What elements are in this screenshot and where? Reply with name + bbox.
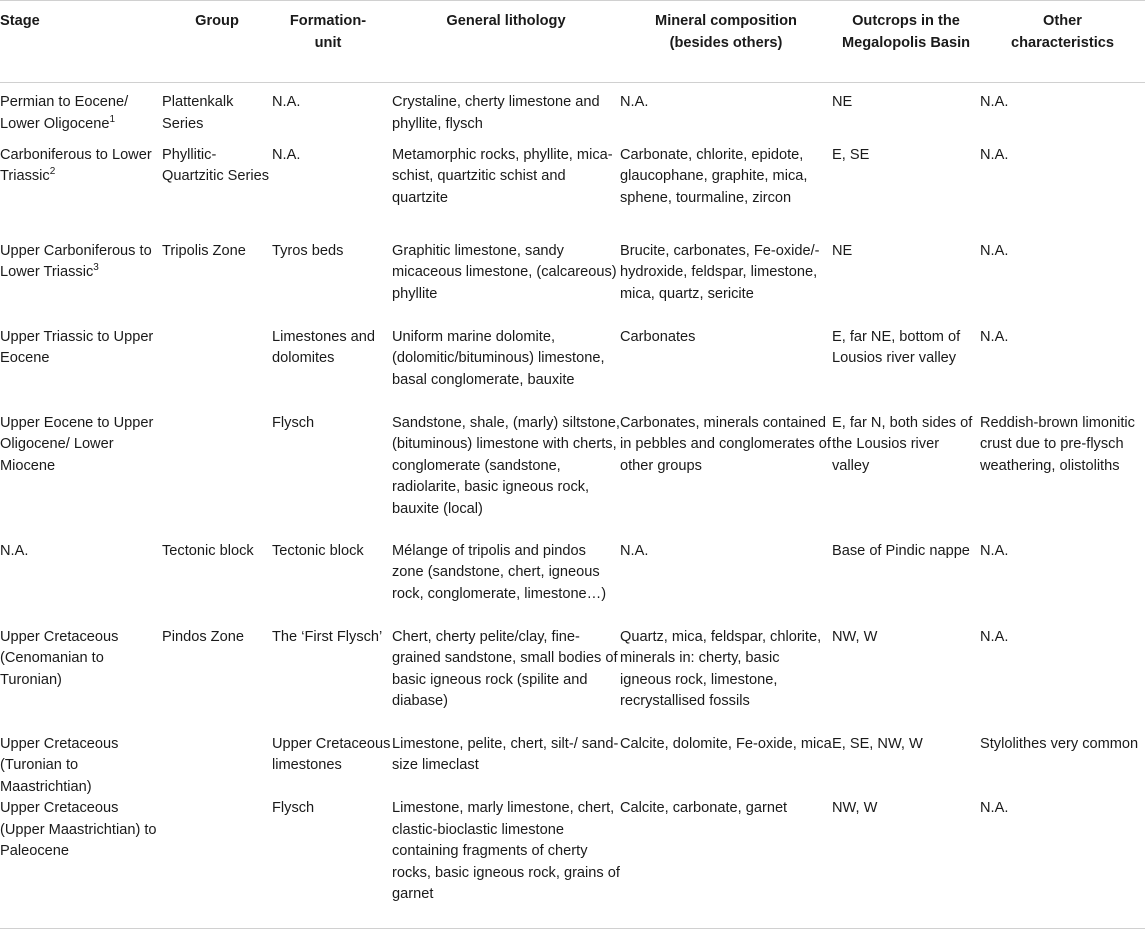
cell-outcrops: E, SE (832, 146, 870, 163)
cell-stage: Upper Cretaceous (Turonian to Maastrichtian) (0, 735, 119, 795)
cell-group: Pindos Zone (162, 628, 244, 645)
cell-group (162, 725, 272, 799)
cell-outcrops: E, far N, both sides of the Lousios river valley (832, 414, 973, 474)
cell-other: N.A. (980, 800, 1009, 816)
cell-formation: Upper Cretaceous limestones (272, 735, 391, 773)
cell-lithology: Metamorphic rocks, phyllite, mica-schist, quartzitic schist and quartzite (392, 146, 613, 206)
cell-group (162, 404, 272, 532)
cell-outcrops: NE (832, 242, 853, 259)
cell-other: N.A. (980, 628, 1009, 645)
cell-other: N.A. (980, 542, 1009, 559)
cell-minerals: Carbonates (620, 328, 696, 345)
cell-other: N.A. (980, 94, 1009, 110)
header-lithology: General lithology (446, 13, 566, 29)
cell-stage: Upper Carboniferous to Lower Triassic$^3$ (0, 242, 152, 280)
cell-group: Phyllitic-Quartzitic Series (162, 146, 270, 184)
table-row (0, 618, 1145, 725)
cell-outcrops: E, SE, NW, W (832, 735, 923, 752)
header-stage: Stage (0, 13, 40, 29)
cell-minerals: Carbonates, minerals contained in pebbles and conglomerates of other groups (620, 414, 831, 474)
cell-outcrops: NW, W (832, 800, 878, 816)
cell-lithology: Uniform marine dolomite, (dolomitic/bituminous) limestone, basal conglomerate, bauxite (392, 328, 605, 388)
cell-formation: Flysch (272, 414, 315, 431)
cell-formation: N.A. (272, 146, 301, 163)
cell-stage: Permian to Eocene/ Lower Oligocene$^1$ (0, 94, 129, 132)
header-formation: Formation-unit (289, 13, 367, 51)
cell-other: Reddish-brown limonitic crust due to pre-flysch weathering, olistoliths (980, 414, 1135, 474)
cell-minerals: Carbonate, chlorite, epidote, glaucophane, graphite, mica, sphene, tourmaline, zircon (620, 146, 808, 206)
cell-outcrops: NW, W (832, 628, 878, 645)
table-row (0, 232, 1145, 318)
cell-outcrops: NE (832, 94, 853, 110)
cell-other: N.A. (980, 242, 1009, 259)
cell-minerals: N.A. (620, 542, 649, 559)
cell-lithology: Limestone, pelite, chert, silt-/ sand-size limeclast (392, 735, 619, 773)
cell-outcrops: E, far NE, bottom of Lousios river valley (832, 328, 961, 366)
cell-group: Tripolis Zone (162, 242, 246, 259)
cell-other: N.A. (980, 146, 1009, 163)
cell-formation: N.A. (272, 94, 301, 110)
cell-other: Stylolithes very common (980, 735, 1139, 752)
table-row (0, 404, 1145, 532)
cell-formation: Tyros beds (272, 242, 344, 259)
cell-lithology: Graphitic limestone, sandy micaceous limestone, (calcareous) phyllite (392, 242, 617, 302)
cell-outcrops: Base of Pindic nappe (832, 542, 970, 559)
header-other: Other characteristics (1010, 13, 1115, 51)
header-minerals: Mineral composition (besides others) (655, 13, 797, 51)
cell-stage: Upper Triassic to Upper Eocene (0, 328, 154, 366)
cell-lithology: Sandstone, shale, (marly) siltstone, (bituminous) limestone with cherts, conglomerate (sandstone, radiolarite, basic igneous rock, bauxite (local) (392, 414, 620, 517)
cell-other: N.A. (980, 328, 1009, 345)
header-row (0, 1, 1145, 83)
table-row (0, 318, 1145, 404)
table-row (0, 145, 1145, 232)
header-group: Group (195, 13, 239, 29)
cell-formation: Tectonic block (272, 542, 364, 559)
cell-minerals: Calcite, dolomite, Fe-oxide, mica (620, 735, 832, 752)
cell-lithology: Crystaline, cherty limestone and phyllite, flysch (392, 94, 600, 132)
cell-minerals: Brucite, carbonates, Fe-oxide/-hydroxide, feldspar, limestone, mica, quartz, sericite (620, 242, 820, 302)
cell-formation: The ‘First Flysch’ (272, 628, 383, 645)
cell-minerals: N.A. (620, 94, 649, 110)
table-row (0, 83, 1145, 145)
cell-group: Plattenkalk Series (162, 94, 234, 132)
cell-group (162, 798, 272, 928)
cell-stage: N.A. (0, 542, 29, 559)
cell-stage: Carboniferous to Lower Triassic$^2$ (0, 146, 152, 184)
cell-stage: Upper Cretaceous (Cenomanian to Turonian) (0, 628, 119, 688)
cell-formation: Limestones and dolomites (272, 328, 376, 366)
cell-group (162, 318, 272, 404)
cell-lithology: Mélange of tripolis and pindos zone (sandstone, chert, igneous rock, conglomerate, limestone…) (392, 542, 607, 602)
cell-group: Tectonic block (162, 542, 254, 559)
cell-stage: Upper Cretaceous (Upper Maastrichtian) to Paleocene (0, 800, 157, 859)
cell-lithology: Chert, cherty pelite/clay, fine-grained sandstone, small bodies of basic igneous rock (spilite and diabase) (392, 628, 618, 709)
cell-stage: Upper Eocene to Upper Oligocene/ Lower Miocene (0, 414, 154, 474)
cell-lithology: Limestone, marly limestone, chert, clastic-bioclastic limestone containing fragments of cherty rocks, basic igneous rock, grains of garnet (392, 800, 620, 902)
cell-minerals: Calcite, carbonate, garnet (620, 800, 788, 816)
cell-formation: Flysch (272, 800, 315, 816)
table-row (0, 725, 1145, 799)
cell-minerals: Quartz, mica, feldspar, chlorite, minerals in: cherty, basic igneous rock, limestone, recrystallised fossils (620, 628, 822, 709)
table-row (0, 798, 1145, 928)
table-row (0, 532, 1145, 618)
header-outcrops: Outcrops in the Megalopolis Basin (841, 13, 971, 51)
